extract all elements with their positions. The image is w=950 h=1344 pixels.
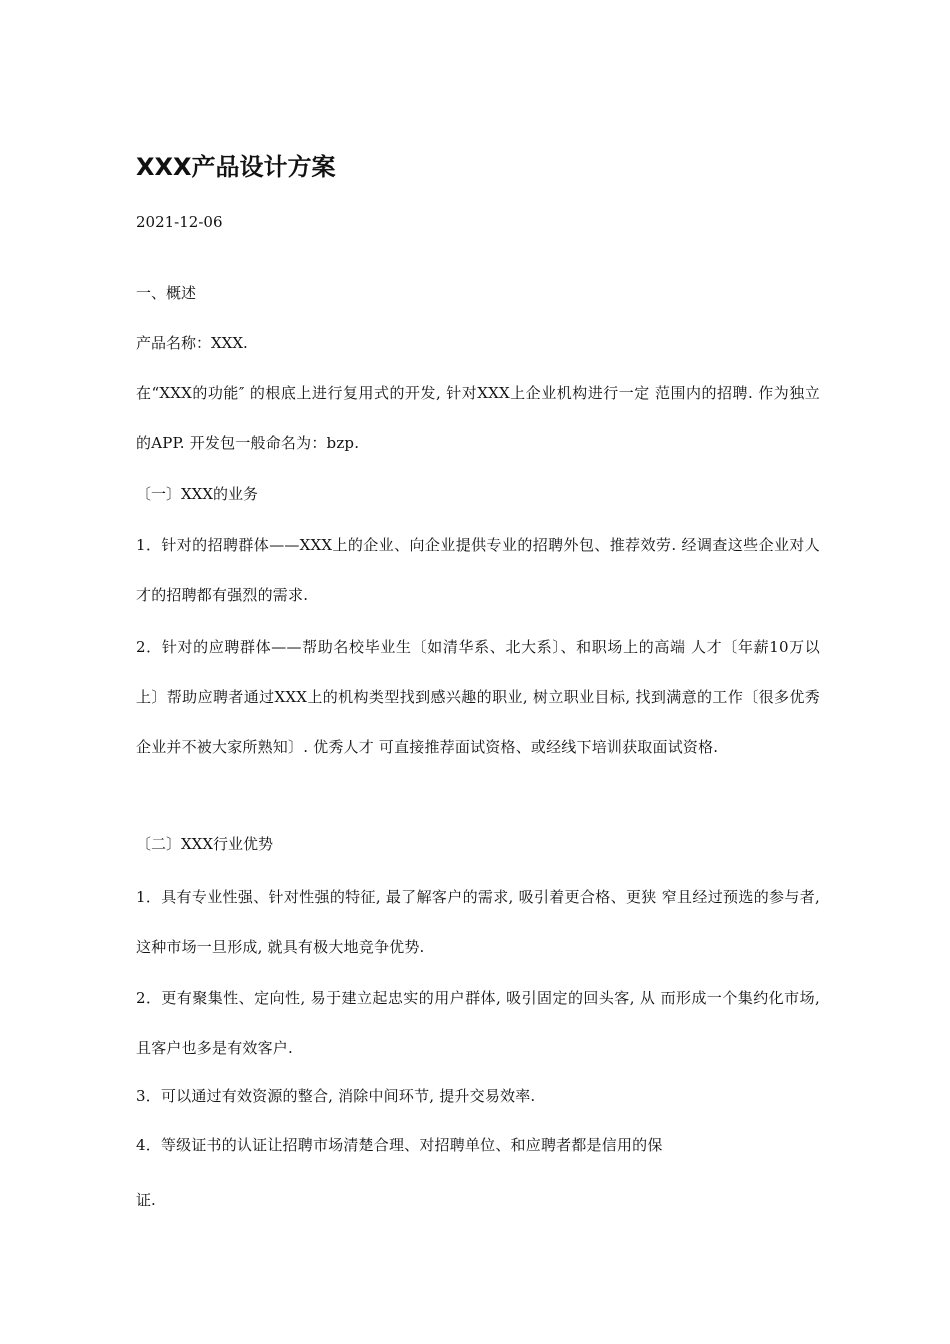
document-date: 2021-12-06 <box>136 213 223 231</box>
section-heading-overview: 一、概述 <box>136 284 197 302</box>
advantage-item-1: 1．具有专业性强、针对性强的特征, 最了解客户的需求, 吸引着更合格、更狭 窄且经过预选的参与者, 这种市场一旦形成, 就具有极大地竞争优势. <box>136 888 820 956</box>
business-item-2: 2．针对的应聘群体——帮助名校毕业生〔如清华系、北大系〕、和职场上的高端 人才〔年薪10万以上〕帮助应聘者通过XXX上的机构类型找到感兴趣的职业, 树立职业目标, 找到满意的工作〔很多优秀企业并不被大家所熟知〕. 优秀人才 可直接推荐面试资格、或经线下培训获取面试资格. <box>136 638 820 756</box>
section-heading-advantage: 〔二〕XXX行业优势 <box>136 835 274 853</box>
intro-paragraph: 在“XXX的功能″ 的根底上进行复用式的开发, 针对XXX上企业机构进行一定 范围内的招聘. 作为独立的APP. 开发包一般命名为：bzp. <box>136 384 820 452</box>
document-title: XXX产品设计方案 <box>136 153 336 181</box>
advantage-item-3: 3．可以通过有效资源的整合, 消除中间环节, 提升交易效率. <box>136 1087 536 1105</box>
business-item-1: 1．针对的招聘群体——XXX上的企业、向企业提供专业的招聘外包、推荐效劳. 经调查这些企业对人才的招聘都有强烈的需求. <box>136 536 820 604</box>
advantage-item-4: 4．等级证书的认证让招聘市场清楚合理、对招聘单位、和应聘者都是信用的保 <box>136 1136 663 1154</box>
document-page <box>136 0 820 1344</box>
product-name-line: 产品名称：XXX. <box>136 334 248 352</box>
section-heading-business: 〔一〕XXX的业务 <box>136 485 259 503</box>
advantage-item-2: 2．更有聚集性、定向性, 易于建立起忠实的用户群体, 吸引固定的回头客, 从 而形成一个集约化市场, 且客户也多是有效客户. <box>136 989 820 1057</box>
advantage-item-4-end: 证. <box>136 1191 156 1209</box>
